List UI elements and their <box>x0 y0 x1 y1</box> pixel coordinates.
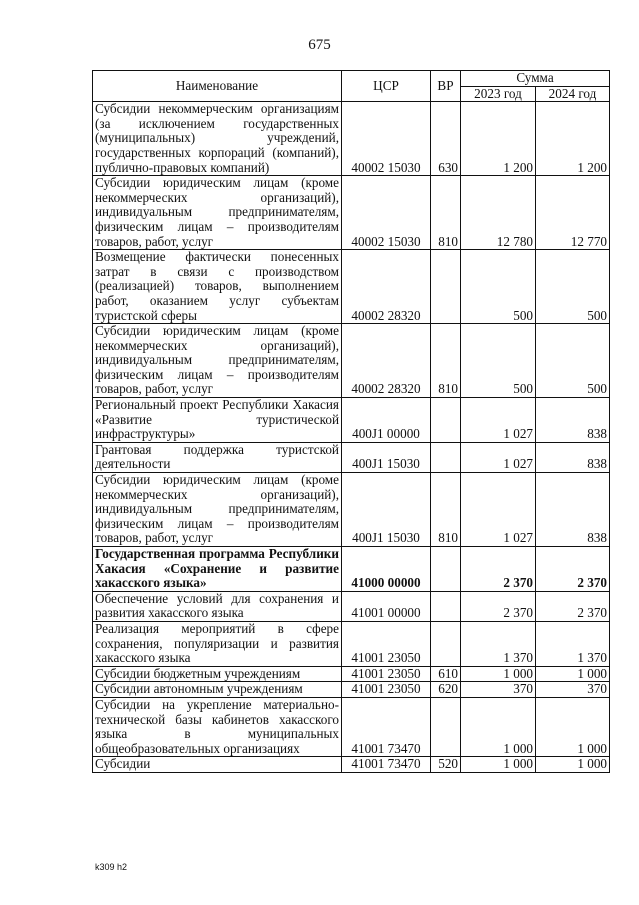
row-csr-cell: 400J1 00000 <box>342 398 431 443</box>
row-csr-cell: 41000 00000 <box>342 547 431 592</box>
header-sum: Сумма <box>461 71 610 87</box>
row-2024-cell: 370 <box>536 682 610 698</box>
row-2024-cell: 1 000 <box>536 697 610 756</box>
row-2024-cell: 2 370 <box>536 547 610 592</box>
row-2023-cell: 12 780 <box>461 176 536 250</box>
row-name-cell: Обеспечение условий для сохранения и развития хакасского языка <box>93 591 342 621</box>
header-csr: ЦСР <box>342 71 431 102</box>
table-row <box>93 324 610 398</box>
footer-code: k309 h2 <box>95 862 128 872</box>
header-year-2023: 2023 год <box>461 86 536 102</box>
row-name-cell: Государственная программа Республики Хакасия «Сохранение и развитие хакасского языка» <box>93 547 342 592</box>
row-name-cell: Субсидии юридическим лицам (кроме некоммерческих организаций), индивидуальным предпринимателям, физическим лицам – производителям товаров, работ, услуг <box>93 324 342 398</box>
row-2023-cell: 1 000 <box>461 697 536 756</box>
table-row <box>93 666 610 682</box>
row-vr-cell: 630 <box>431 102 461 176</box>
table-row <box>93 398 610 443</box>
table-row <box>93 473 610 547</box>
row-2024-cell: 500 <box>536 324 610 398</box>
row-csr-cell: 41001 23050 <box>342 666 431 682</box>
budget-table <box>92 70 610 773</box>
row-csr-cell: 40002 28320 <box>342 250 431 324</box>
row-csr-cell: 41001 00000 <box>342 591 431 621</box>
table-row <box>93 757 610 773</box>
row-name-cell: Возмещение фактически понесенных затрат в связи с производством (реализацией) товаров, выполнением работ, оказанием услуг субъектам туристской сферы <box>93 250 342 324</box>
table-row <box>93 250 610 324</box>
row-2023-cell: 2 370 <box>461 547 536 592</box>
row-2024-cell: 500 <box>536 250 610 324</box>
row-2024-cell: 838 <box>536 442 610 472</box>
row-vr-cell: 620 <box>431 682 461 698</box>
table-row <box>93 591 610 621</box>
row-2023-cell: 1 000 <box>461 757 536 773</box>
row-2023-cell: 2 370 <box>461 591 536 621</box>
row-2024-cell: 12 770 <box>536 176 610 250</box>
table-row <box>93 682 610 698</box>
table-row <box>93 697 610 756</box>
table-row <box>93 102 610 176</box>
row-csr-cell: 41001 23050 <box>342 682 431 698</box>
table-row <box>93 621 610 666</box>
row-2024-cell: 1 200 <box>536 102 610 176</box>
row-vr-cell: 610 <box>431 666 461 682</box>
row-vr-cell: 810 <box>431 324 461 398</box>
row-csr-cell: 400J1 15030 <box>342 442 431 472</box>
table-row <box>93 442 610 472</box>
row-csr-cell: 400J1 15030 <box>342 473 431 547</box>
table-row <box>93 547 610 592</box>
row-2024-cell: 838 <box>536 473 610 547</box>
header-vr: ВР <box>431 71 461 102</box>
row-2024-cell: 1 000 <box>536 757 610 773</box>
row-2023-cell: 1 027 <box>461 473 536 547</box>
row-csr-cell: 40002 28320 <box>342 324 431 398</box>
row-2024-cell: 1 000 <box>536 666 610 682</box>
row-name-cell: Субсидии автономным учреждениям <box>93 682 342 698</box>
table-body <box>93 102 610 773</box>
row-csr-cell: 40002 15030 <box>342 176 431 250</box>
row-vr-cell <box>431 591 461 621</box>
row-2023-cell: 500 <box>461 324 536 398</box>
row-vr-cell: 810 <box>431 176 461 250</box>
row-name-cell: Субсидии юридическим лицам (кроме некоммерческих организаций), индивидуальным предпринимателям, физическим лицам – производителям товаров, работ, услуг <box>93 176 342 250</box>
row-name-cell: Субсидии на укрепление материально-технической базы кабинетов хакасского языка в муниципальных общеобразовательных организациях <box>93 697 342 756</box>
row-name-cell: Реализация мероприятий в сфере сохранения, популяризации и развития хакасского языка <box>93 621 342 666</box>
row-name-cell: Субсидии бюджетным учреждениям <box>93 666 342 682</box>
row-vr-cell <box>431 621 461 666</box>
row-2024-cell: 2 370 <box>536 591 610 621</box>
row-csr-cell: 41001 73470 <box>342 757 431 773</box>
row-2023-cell: 1 370 <box>461 621 536 666</box>
row-vr-cell: 810 <box>431 473 461 547</box>
row-vr-cell <box>431 442 461 472</box>
row-2024-cell: 1 370 <box>536 621 610 666</box>
row-csr-cell: 41001 23050 <box>342 621 431 666</box>
row-name-cell: Субсидии <box>93 757 342 773</box>
row-name-cell: Субсидии юридическим лицам (кроме некоммерческих организаций), индивидуальным предпринимателям, физическим лицам – производителям товаров, работ, услуг <box>93 473 342 547</box>
page-number: 675 <box>308 37 331 53</box>
table-header-row <box>93 71 610 87</box>
row-2023-cell: 370 <box>461 682 536 698</box>
row-2023-cell: 500 <box>461 250 536 324</box>
row-csr-cell: 40002 15030 <box>342 102 431 176</box>
row-vr-cell <box>431 250 461 324</box>
row-2023-cell: 1 027 <box>461 442 536 472</box>
header-year-2024: 2024 год <box>536 86 610 102</box>
table-row <box>93 176 610 250</box>
row-name-cell: Региональный проект Республики Хакасия «Развитие туристической инфраструктуры» <box>93 398 342 443</box>
row-vr-cell <box>431 398 461 443</box>
row-2024-cell: 838 <box>536 398 610 443</box>
row-2023-cell: 1 027 <box>461 398 536 443</box>
row-vr-cell <box>431 547 461 592</box>
row-2023-cell: 1 000 <box>461 666 536 682</box>
row-name-cell: Грантовая поддержка туристской деятельности <box>93 442 342 472</box>
header-name: Наименование <box>93 71 342 102</box>
row-2023-cell: 1 200 <box>461 102 536 176</box>
row-name-cell: Субсидии некоммерческим организациям (за исключением государственных (муниципальных) учреждений, государственных корпораций (компаний), публично-правовых компаний) <box>93 102 342 176</box>
row-vr-cell: 520 <box>431 757 461 773</box>
row-csr-cell: 41001 73470 <box>342 697 431 756</box>
row-vr-cell <box>431 697 461 756</box>
